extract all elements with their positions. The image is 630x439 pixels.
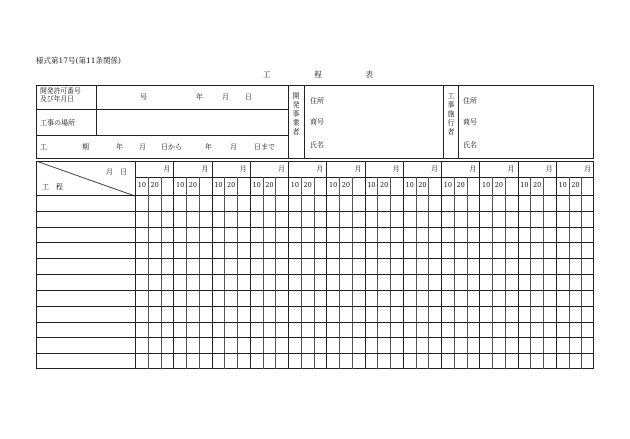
table-row-divider: [36, 322, 594, 323]
permit-label-line1: 開発許可番号: [40, 87, 81, 95]
contractor-name-label: 氏名: [463, 141, 477, 149]
day-divider: [161, 177, 162, 369]
contractor-vertical-label: 工事施行者: [447, 92, 455, 137]
month-label: 月: [392, 165, 400, 173]
month-label: 月: [507, 165, 515, 173]
day-label-10: 10: [443, 181, 453, 189]
period-label-b: 期: [82, 143, 89, 151]
divider: [96, 85, 97, 135]
table-row-divider: [36, 227, 594, 228]
table-row-divider: [36, 211, 594, 212]
day-label-10: 10: [176, 181, 185, 189]
divider: [36, 109, 288, 110]
day-label-10: 10: [290, 181, 300, 189]
month-label: 月: [316, 165, 324, 173]
header-month-day: 月 日: [106, 168, 127, 176]
day-label-10: 10: [558, 181, 567, 189]
header-process: 工 程: [42, 183, 63, 191]
contractor-trade-name-label: 商号: [463, 118, 477, 126]
day-divider: [148, 177, 149, 369]
permit-label: [40, 88, 81, 104]
month-label: 月: [431, 165, 438, 173]
day-divider: [530, 177, 531, 369]
day-label-20: 20: [533, 181, 542, 189]
table-row-divider: [36, 337, 594, 338]
month-label: 月: [354, 165, 362, 173]
day-label-20: 20: [571, 181, 580, 189]
day-divider: [301, 177, 302, 369]
day-label-20: 20: [380, 181, 389, 189]
day-label-20: 20: [456, 181, 465, 189]
month-label: 月: [163, 165, 171, 173]
period-until: 日まで: [254, 143, 275, 151]
divider: [36, 135, 288, 136]
divider: [458, 85, 459, 159]
table-row-divider: [36, 306, 594, 307]
header-diagonal-line: [36, 161, 136, 197]
developer-address-label: 住所: [310, 97, 324, 105]
day-divider: [581, 177, 582, 369]
day-label-20: 20: [227, 181, 236, 189]
location-label-text: 工事の場所: [40, 119, 75, 127]
day-label-20: 20: [303, 181, 312, 189]
day-divider: [390, 177, 391, 369]
day-divider: [416, 177, 417, 369]
day-label-10: 10: [137, 181, 147, 189]
day-divider: [199, 177, 200, 369]
day-label-10: 10: [520, 181, 529, 189]
day-divider: [428, 177, 429, 369]
table-row-divider: [36, 353, 594, 354]
divider: [443, 85, 444, 159]
day-label-10: 10: [329, 181, 338, 189]
day-divider: [454, 177, 455, 369]
day-divider: [377, 177, 378, 369]
day-label-10: 10: [482, 181, 491, 189]
day-label-10: 10: [367, 181, 376, 189]
form-number-label: 様式第17号(第11条関係): [36, 56, 121, 65]
month-label: 月: [239, 165, 247, 173]
day-label-10: 10: [214, 181, 223, 189]
permit-month: 月: [222, 93, 229, 101]
table-row-divider: [36, 274, 594, 275]
permit-day: 日: [245, 93, 252, 101]
day-divider: [543, 177, 544, 369]
contractor-address-label: 住所: [463, 97, 477, 105]
day-divider: [186, 177, 187, 369]
permit-label-line2: 及び年月日: [40, 94, 74, 103]
period-label-a: 工: [40, 143, 47, 151]
day-label-20: 20: [418, 181, 427, 189]
month-label: 月: [584, 165, 591, 173]
month-label: 月: [278, 165, 285, 173]
title-char-3: 表: [365, 70, 373, 79]
day-divider: [263, 177, 264, 369]
day-divider: [569, 177, 570, 369]
day-label-20: 20: [265, 181, 274, 189]
period-month: 月: [139, 143, 146, 151]
day-label-20: 20: [150, 181, 159, 189]
day-label-10: 10: [405, 181, 414, 189]
day-divider: [275, 177, 276, 369]
month-label: 月: [201, 165, 209, 173]
divider: [288, 85, 289, 159]
day-divider: [505, 177, 506, 369]
developer-vertical-label: 開発事業者: [292, 92, 300, 137]
day-label-10: 10: [252, 181, 261, 189]
day-label-20: 20: [341, 181, 351, 189]
period-year: 年: [116, 143, 123, 151]
title-char-1: 工: [263, 70, 271, 79]
table-row-divider: [36, 290, 594, 291]
day-divider: [339, 177, 340, 369]
location-label: [40, 119, 92, 127]
day-divider: [314, 177, 315, 369]
permit-number-unit: 号: [140, 93, 147, 101]
day-divider: [467, 177, 468, 369]
divider: [304, 85, 305, 159]
table-row-divider: [36, 258, 594, 259]
period-month2: 月: [230, 143, 237, 151]
table-row-divider: [36, 242, 594, 243]
period-year2: 年: [205, 143, 212, 151]
developer-trade-name-label: 商号: [310, 118, 324, 126]
period-from: 日から: [161, 143, 182, 151]
month-label: 月: [545, 165, 553, 173]
day-divider: [224, 177, 225, 369]
day-divider: [492, 177, 493, 369]
day-label-20: 20: [494, 181, 504, 189]
header-divider: [36, 195, 594, 196]
day-divider: [237, 177, 238, 369]
permit-year: 年: [196, 93, 203, 101]
day-label-20: 20: [188, 181, 198, 189]
month-label: 月: [469, 165, 477, 173]
day-divider: [352, 177, 353, 369]
title-char-2: 程: [314, 70, 322, 79]
developer-name-label: 氏名: [310, 141, 324, 149]
document-title: [263, 71, 373, 79]
